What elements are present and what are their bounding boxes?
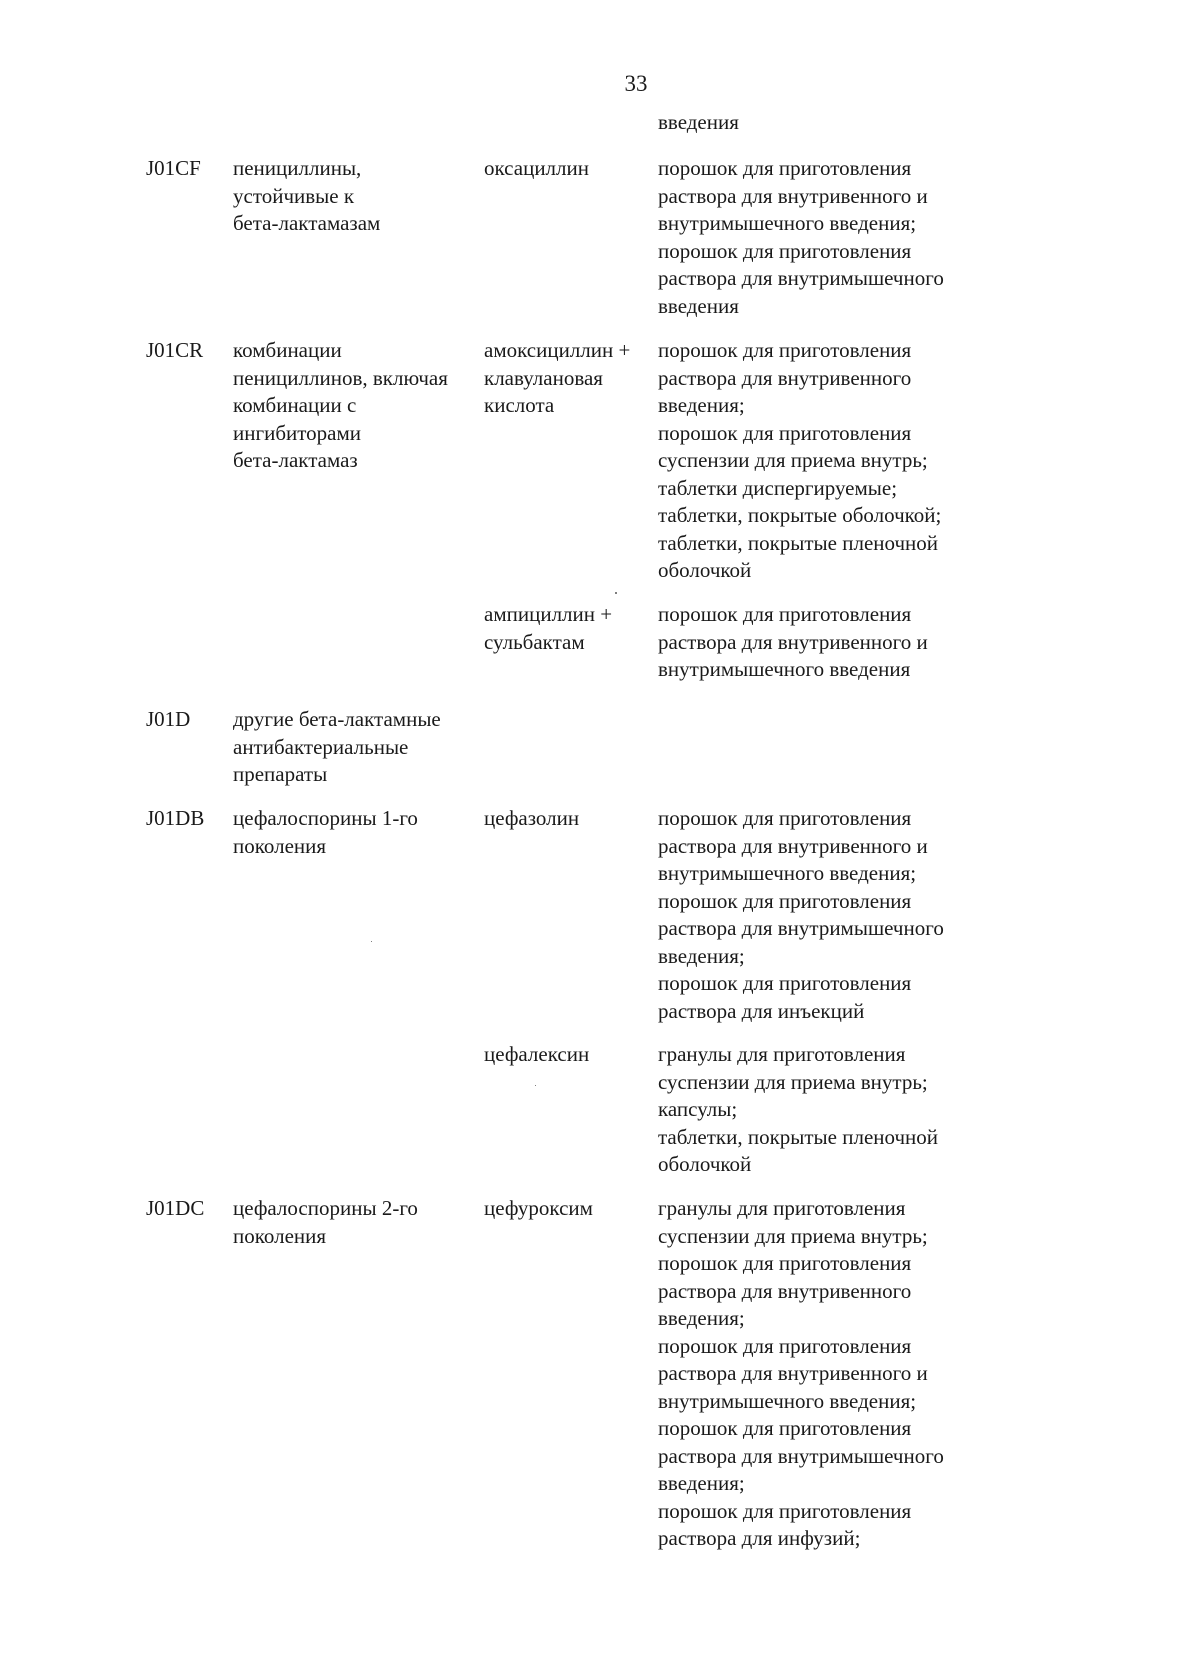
drug-name: цефазолин — [484, 806, 580, 830]
drug-name: оксациллин — [484, 156, 589, 180]
scan-speck — [615, 592, 617, 594]
scan-speck — [371, 941, 372, 942]
anatomical-group: пенициллины, устойчивые к бета-лактамазам — [233, 156, 381, 235]
anatomical-group: цефалоспорины 1-го поколения — [233, 806, 418, 858]
scan-speck — [535, 1085, 536, 1086]
atc-code: J01CR — [146, 338, 204, 362]
dosage-forms: порошок для приготовления раствора для внутривенного и внутримышечного введения; порошок для приготовления раствора для внутримышечного введения; порошок для приготовления раствора для инъекций — [658, 806, 944, 1023]
drug-name: амоксициллин + клавулановая кислота — [484, 338, 631, 417]
anatomical-group: цефалоспорины 2-го поколения — [233, 1196, 418, 1248]
dosage-forms: порошок для приготовления раствора для внутривенного и внутримышечного введения; порошок для приготовления раствора для внутримышечного введения — [658, 156, 944, 318]
atc-code: J01D — [146, 707, 191, 731]
atc-code: J01CF — [146, 156, 201, 180]
page-number: 33 — [624, 71, 648, 96]
drug-name: цефалексин — [484, 1042, 590, 1066]
atc-code: J01DC — [146, 1196, 205, 1220]
anatomical-group: комбинации пенициллинов, включая комбинации с ингибиторами бета-лактамаз — [233, 338, 448, 472]
atc-code: J01DB — [146, 806, 205, 830]
dosage-forms: порошок для приготовления раствора для внутривенного введения; порошок для приготовления суспензии для приема внутрь; таблетки диспергируемые; таблетки, покрытые оболочкой; таблетки, покрытые пленочной оболочкой — [658, 338, 942, 582]
drug-name: ампициллин + сульбактам — [484, 602, 613, 654]
dosage-forms: порошок для приготовления раствора для внутривенного и внутримышечного введения — [658, 602, 928, 681]
anatomical-group: другие бета-лактамные антибактериальные препараты — [233, 707, 441, 786]
drug-name: цефуроксим — [484, 1196, 593, 1220]
dosage-forms: гранулы для приготовления суспензии для приема внутрь; порошок для приготовления раствора для внутривенного введения; порошок для приготовления раствора для внутривенного и внутримышечного введения; порошок для приготовления раствора для внутримышечного введения; порошок для приготовления раствора для инфузий; — [658, 1196, 944, 1550]
continuation-text: введения — [658, 110, 739, 134]
dosage-forms: гранулы для приготовления суспензии для приема внутрь; капсулы; таблетки, покрытые пленочной оболочкой — [658, 1042, 939, 1176]
